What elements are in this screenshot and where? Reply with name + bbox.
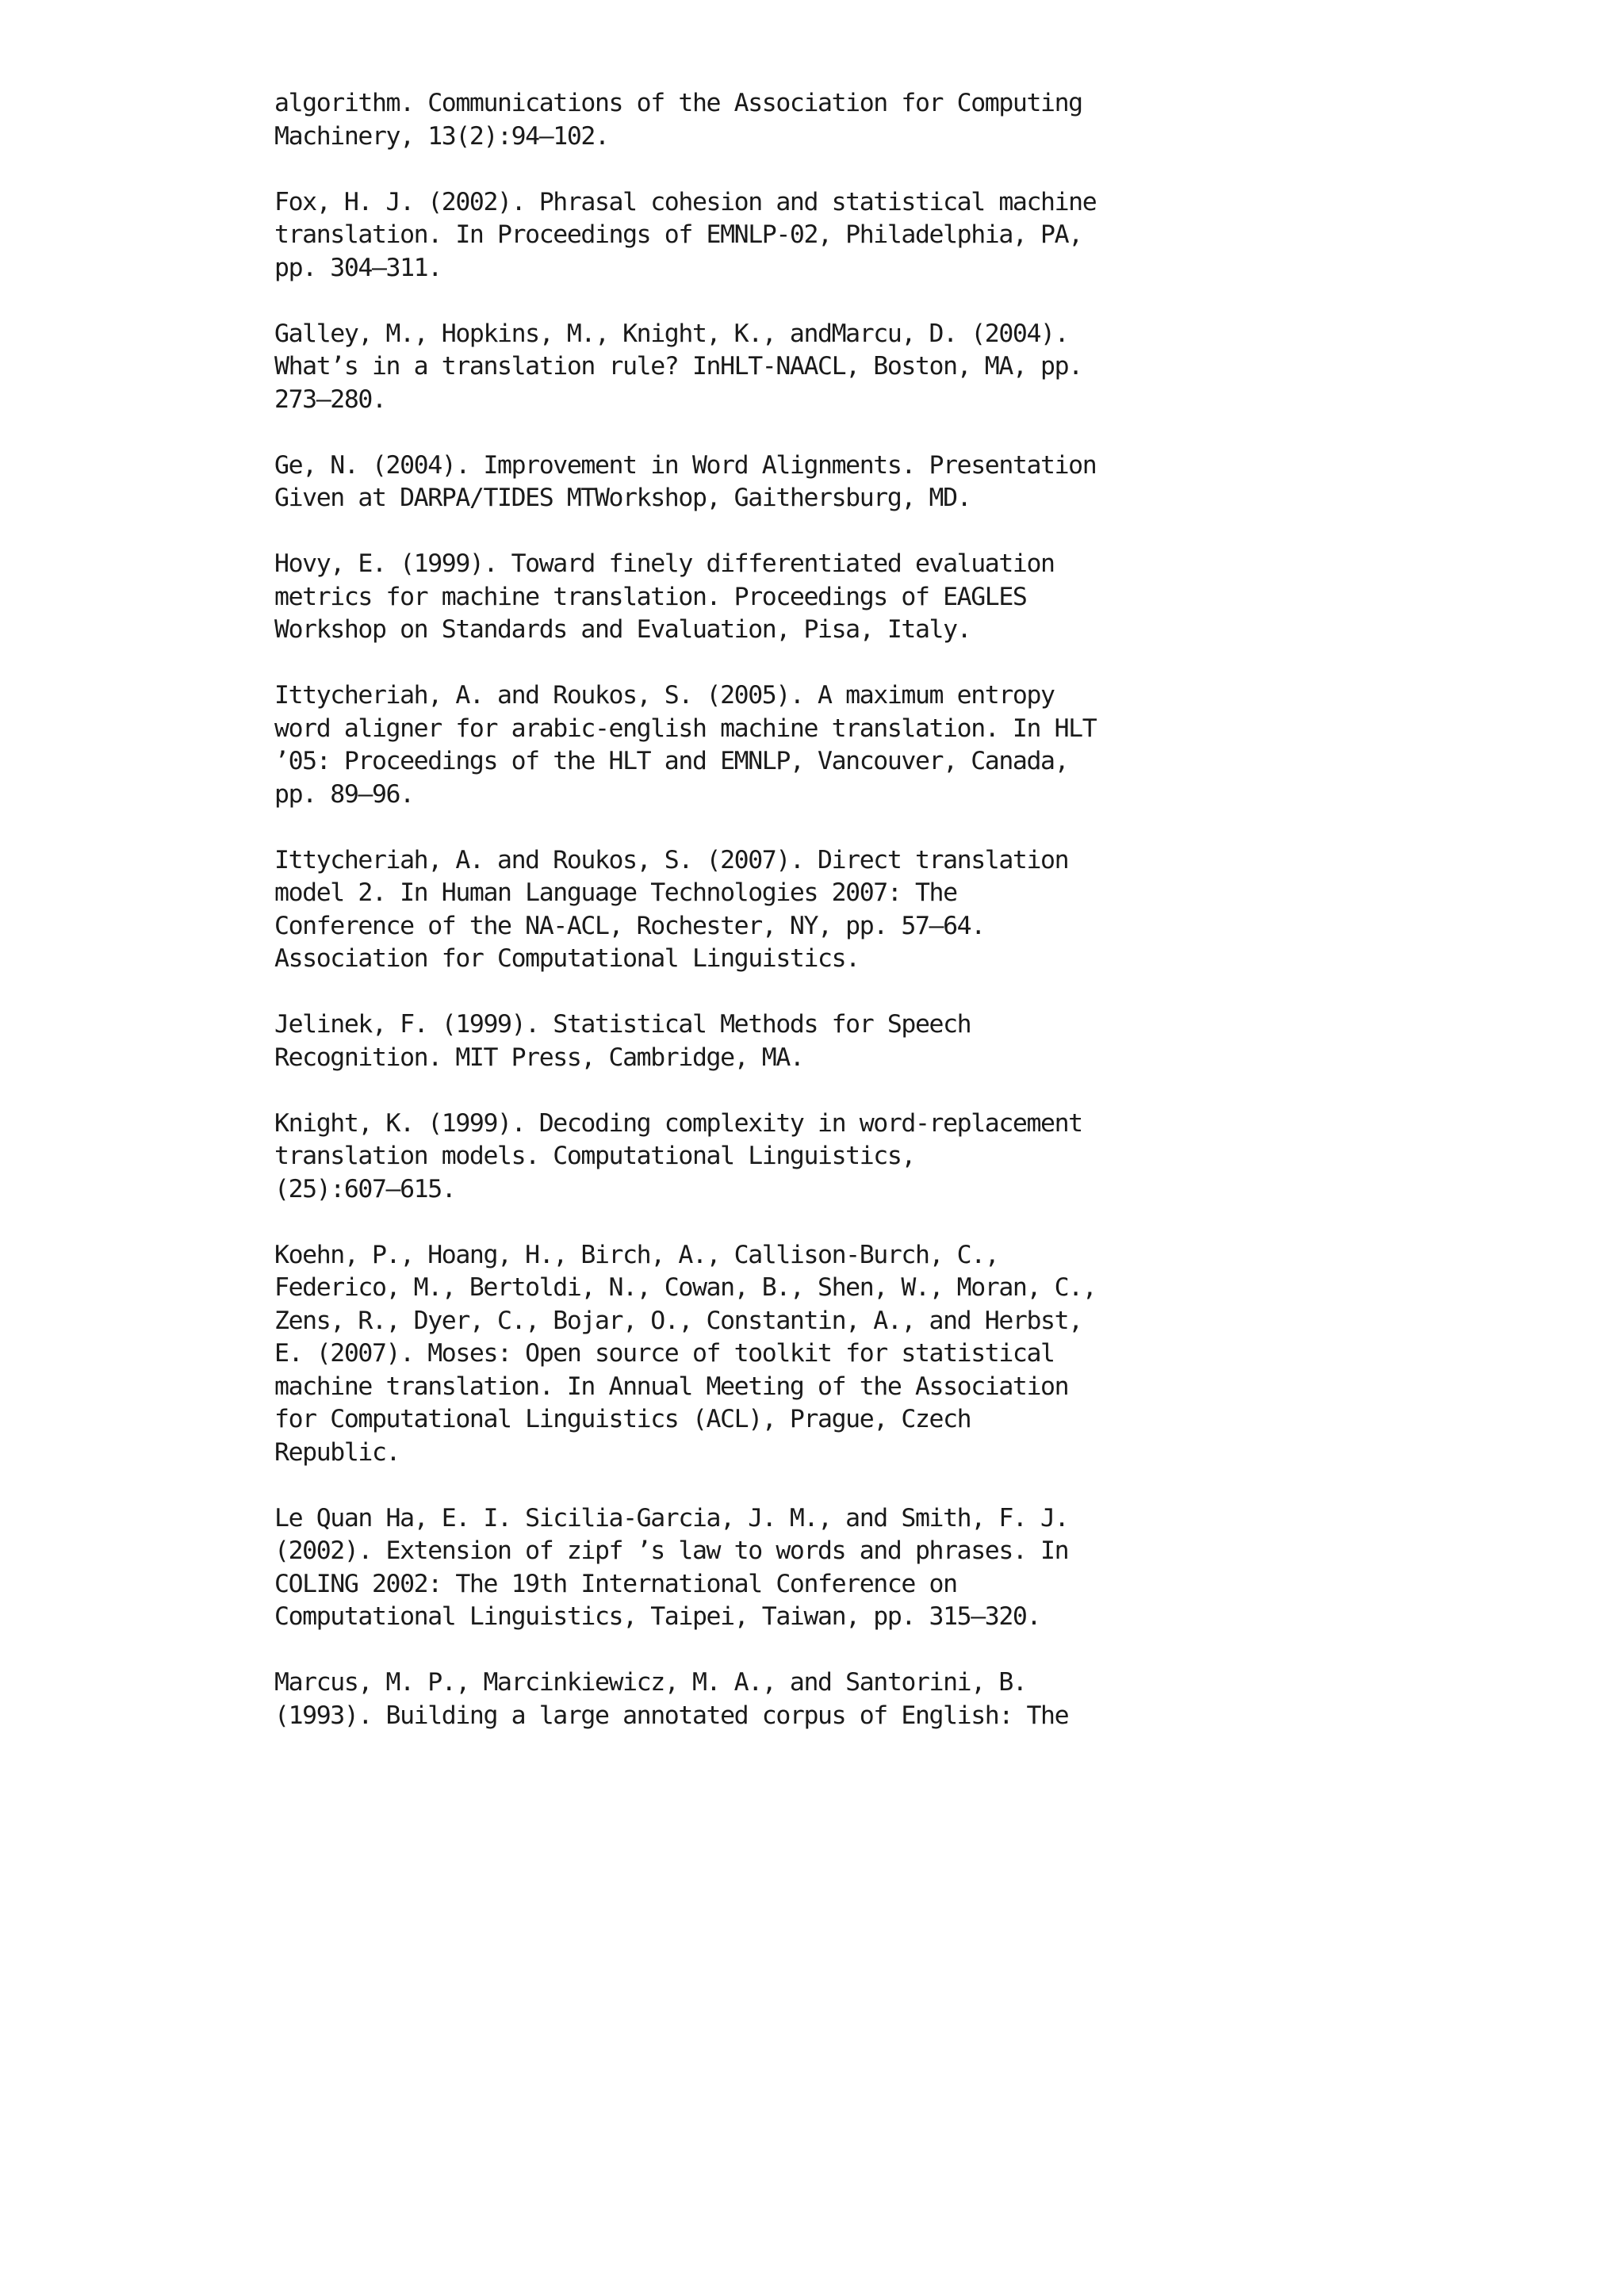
reference-line: machine translation. In Annual Meeting of the Association	[274, 1372, 1069, 1401]
reference-entry	[274, 87, 1385, 153]
reference-line: Ittycheriah, A. and Roukos, S. (2007). Direct translation	[274, 845, 1069, 874]
reference-line: Zens, R., Dyer, C., Bojar, O., Constantin, A., and Herbst,	[274, 1306, 1082, 1335]
reference-line: Koehn, P., Hoang, H., Birch, A., Callison-Burch, C.,	[274, 1240, 999, 1269]
reference-entry	[274, 1667, 1385, 1732]
reference-line: Fox, H. J. (2002). Phrasal cohesion and statistical machine	[274, 187, 1097, 216]
reference-line: Association for Computational Linguistics.	[274, 944, 860, 973]
reference-list	[274, 87, 1385, 1766]
reference-line: Galley, M., Hopkins, M., Knight, K., andMarcu, D. (2004).	[274, 319, 1069, 348]
reference-entry	[274, 1008, 1385, 1074]
reference-line: word aligner for arabic-english machine translation. In HLT	[274, 714, 1097, 743]
reference-line: Recognition. MIT Press, Cambridge, MA.	[274, 1043, 804, 1072]
reference-line: translation models. Computational Linguistics,	[274, 1142, 915, 1170]
reference-entry	[274, 1108, 1385, 1207]
reference-line: 273–280.	[274, 385, 386, 414]
reference-line: metrics for machine translation. Proceedings of EAGLES	[274, 582, 1027, 611]
reference-line: Ittycheriah, A. and Roukos, S. (2005). A maximum entropy	[274, 681, 1055, 710]
reference-line: Machinery, 13(2):94–102.	[274, 121, 609, 151]
reference-entry	[274, 548, 1385, 647]
reference-line: pp. 304–311.	[274, 253, 442, 282]
reference-line: Knight, K. (1999). Decoding complexity in word-replacement	[274, 1108, 1082, 1138]
reference-entry	[274, 679, 1385, 811]
reference-line: Computational Linguistics, Taipei, Taiwan, pp. 315–320.	[274, 1602, 1041, 1631]
reference-entry	[274, 844, 1385, 976]
reference-line: Republic.	[274, 1437, 400, 1467]
reference-line: model 2. In Human Language Technologies 2007: The	[274, 878, 957, 907]
reference-line: E. (2007). Moses: Open source of toolkit for statistical	[274, 1339, 1055, 1368]
reference-line: pp. 89–96.	[274, 779, 414, 809]
reference-line: (1993). Building a large annotated corpus of English: The	[274, 1701, 1069, 1730]
reference-line: ’05: Proceedings of the HLT and EMNLP, Vancouver, Canada,	[274, 747, 1069, 775]
reference-line: translation. In Proceedings of EMNLP-02, Philadelphia, PA,	[274, 220, 1082, 249]
reference-line: Hovy, E. (1999). Toward finely differentiated evaluation	[274, 549, 1055, 578]
reference-line: Marcus, M. P., Marcinkiewicz, M. A., and Santorini, B.	[274, 1668, 1027, 1697]
reference-line: Le Quan Ha, E. I. Sicilia-Garcia, J. M., and Smith, F. J.	[274, 1503, 1069, 1533]
reference-line: algorithm. Communications of the Association for Computing	[274, 89, 1082, 117]
reference-line: for Computational Linguistics (ACL), Prague, Czech	[274, 1405, 971, 1433]
reference-line: COLING 2002: The 19th International Conference on	[274, 1569, 957, 1598]
reference-line: (2002). Extension of zipf ’s law to words and phrases. In	[274, 1536, 1069, 1565]
reference-line: Ge, N. (2004). Improvement in Word Alignments. Presentation	[274, 450, 1097, 480]
reference-entry	[274, 1239, 1385, 1470]
reference-line: What’s in a translation rule? InHLT-NAACL, Boston, MA, pp.	[274, 352, 1082, 381]
reference-line: Federico, M., Bertoldi, N., Cowan, B., Shen, W., Moran, C.,	[274, 1273, 1097, 1302]
reference-entry	[274, 450, 1385, 515]
reference-line: Conference of the NA-ACL, Rochester, NY, pp. 57–64.	[274, 911, 985, 940]
reference-entry	[274, 1502, 1385, 1634]
reference-line: Given at DARPA/TIDES MTWorkshop, Gaithersburg, MD.	[274, 484, 971, 512]
reference-line: Workshop on Standards and Evaluation, Pisa, Italy.	[274, 615, 971, 644]
reference-entry	[274, 186, 1385, 285]
reference-line: (25):607–615.	[274, 1174, 456, 1203]
reference-line: Jelinek, F. (1999). Statistical Methods for Speech	[274, 1010, 971, 1039]
reference-entry	[274, 318, 1385, 417]
